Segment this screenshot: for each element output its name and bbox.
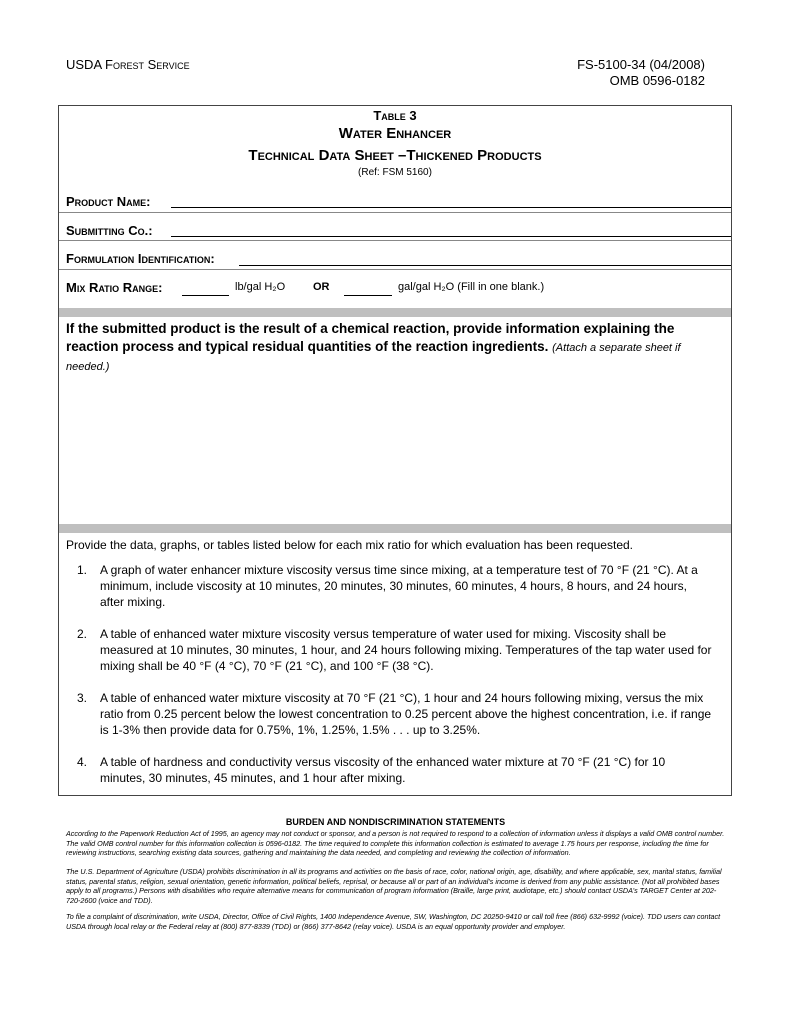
- data-sheet-box: [58, 105, 732, 796]
- form-identifiers: [577, 57, 705, 89]
- sheet-title: Technical Data Sheet –Thickened Products: [248, 147, 542, 164]
- mix-ratio-label: Mix Ratio Range:: [66, 280, 163, 295]
- subject-title: Water Enhancer: [338, 125, 452, 142]
- section-band: [59, 308, 731, 317]
- formulation-id-field[interactable]: [239, 265, 731, 266]
- product-name-label: Product Name:: [66, 194, 151, 209]
- gal-per-gal-blank[interactable]: [344, 295, 392, 296]
- list-item: 3. A table of enhanced water mixture viscosity at 70 °F (21 °C), 1 hour and 24 hours following mixing, versus the mix ratio from 0.25 percent below the lowest concentration to 0.25 percent above the highest concentration, i.e. if range is 1-3% then provide data for 0.75%, 1%, 1.25%, 1.5% . . . up to 3.25%.: [77, 691, 712, 737]
- form-number: FS-5100-34 (04/2008): [577, 57, 705, 72]
- requirements-list: [73, 562, 713, 802]
- list-item: 4. A table of hardness and conductivity versus viscosity of the enhanced water mixture at 70 °F (21 °C) for 10 minutes, 30 minutes, 45 minutes, and 1 hour after mixing.: [77, 755, 666, 785]
- product-name-field[interactable]: [171, 207, 731, 208]
- submitting-co-label: Submitting Co.:: [66, 223, 153, 238]
- row-divider: [59, 269, 731, 270]
- agency-name: USDA Forest Service: [66, 57, 190, 72]
- lb-per-gal-blank[interactable]: [182, 295, 229, 296]
- attach-note: (Attach a separate sheet if needed.): [66, 342, 681, 373]
- row-divider: [59, 240, 731, 241]
- chemical-reaction-answer-area[interactable]: [66, 360, 716, 520]
- row-divider: [59, 212, 731, 213]
- or-label: OR: [313, 281, 330, 293]
- table-number: Table 3: [373, 108, 417, 123]
- submitting-co-field[interactable]: [171, 236, 731, 237]
- section-band: [59, 524, 731, 533]
- list-item: 2. A table of enhanced water mixture viscosity versus temperature of water used for mixing. Viscosity shall be measured at 10 minutes, 30 minutes, 1 hour, and 24 hours following mixing. Temperatures of the tap water used for mixing shall be 40 °F (4 °C), 70 °F (21 °C), and 100 °F (38 °C).: [77, 627, 712, 673]
- list-item: 1. A graph of water enhancer mixture viscosity versus time since mixing, at a temperature test of 70 °F (21 °C). At a minimum, include viscosity at 10 minutes, 20 minutes, 30 minutes, 60 minutes, 4 hours, 8 hours, and 24 hours, after mixing.: [77, 563, 698, 609]
- requirements-intro: Provide the data, graphs, or tables listed below for each mix ratio for which evaluation has been requested.: [66, 538, 633, 552]
- formulation-id-label: Formulation Identification:: [66, 251, 215, 266]
- complaint-statement: To file a complaint of discrimination, write USDA, Director, Office of Civil Rights, 1400 Independence Avenue, SW, Washington, DC 20250-9410 or call toll free (866) 632-9992 (voice). TDD users can contact USDA through local relay or the Federal relay at (800) 877-8339 (TDD) or (866) 377-8642 (relay voice). USDA is an equal opportunity provider and employer.: [66, 912, 721, 931]
- paperwork-statement: According to the Paperwork Reduction Act of 1995, an agency may not conduct or sponsor, and a person is not required to respond to a collection of information unless it displays a valid OMB control number. The valid OMB control number for this information collection is 0596-0182. The time required to complete this information collection is estimated to average 1.75 hours per response, including the time for reviewing instructions, searching existing data sources, gathering and maintaining the data needed, and completing and reviewing the collection of information.: [66, 829, 725, 858]
- chemical-reaction-text: If the submitted product is the result of a chemical reaction, provide information explaining the reaction process and typical residual quantities of the reaction ingredients.: [66, 321, 675, 354]
- omb-number: OMB 0596-0182: [609, 73, 705, 88]
- nondiscrimination-statement: The U.S. Department of Agriculture (USDA) prohibits discrimination in all its programs and activities on the basis of race, color, national origin, age, disability, and where applicable, sex, marital status, familial status, parental status, religion, sexual orientation, genetic information, political beliefs, reprisal, or because all or part of an individual’s income is derived from any public assistance. (Not all prohibited bases apply to all programs.) Persons with disabilities who require alternative means for communication of program information (Braille, large print, audiotape, etc.) should contact USDA’s TARGET Center at 202-720-2600 (voice and TDD).: [66, 867, 722, 905]
- reference-note: (Ref: FSM 5160): [358, 167, 432, 178]
- gal-per-gal-unit: gal/gal H₂O (Fill in one blank.): [398, 281, 545, 293]
- lb-per-gal-unit: lb/gal H₂O: [235, 281, 286, 293]
- burden-title: BURDEN AND NONDISCRIMINATION STATEMENTS: [285, 817, 506, 827]
